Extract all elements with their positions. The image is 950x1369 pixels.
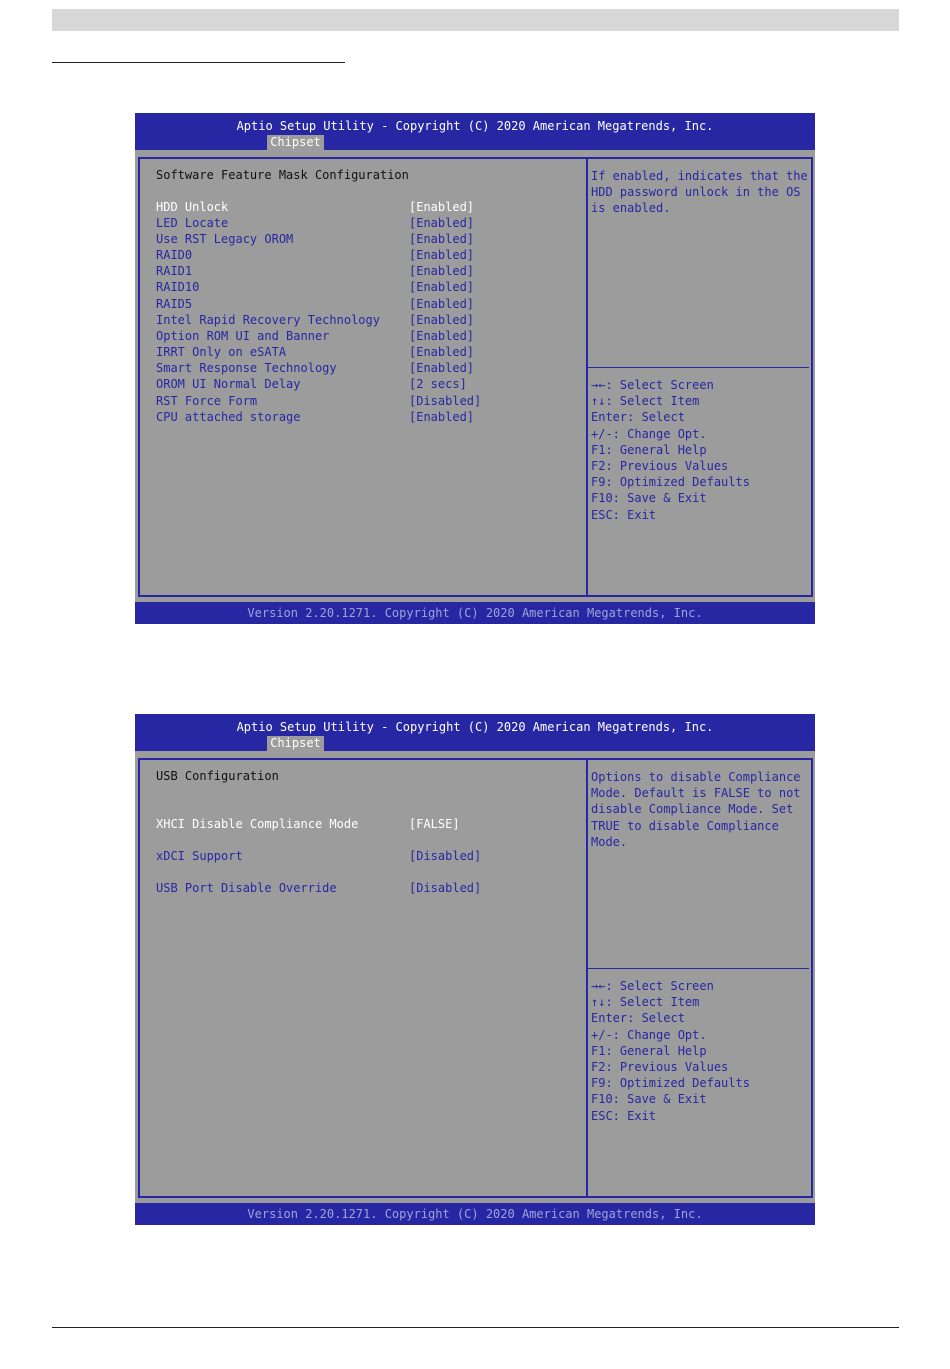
- help-line: is enabled.: [591, 201, 671, 216]
- key-f9: F9: Optimized Defaults: [591, 1076, 750, 1091]
- bios-screen-usb-configuration: [135, 714, 815, 1225]
- setting-intel-rapid-recovery[interactable]: [156, 313, 576, 329]
- help-text: [591, 769, 801, 850]
- setting-value[interactable]: [Enabled]: [409, 232, 475, 246]
- key-select-screen: →←: Select Screen: [591, 378, 714, 392]
- setting-use-rst-legacy-orom[interactable]: [156, 232, 576, 248]
- setting-label: Option ROM UI and Banner: [156, 329, 330, 343]
- key-esc: ESC: Exit: [591, 507, 657, 522]
- help-line: Mode. Default is FALSE to not: [591, 786, 801, 801]
- setting-label: CPU attached storage: [156, 410, 301, 424]
- key-enter: Enter: Select: [591, 1011, 685, 1026]
- setting-label: XHCI Disable Compliance Mode: [156, 817, 359, 831]
- key-f2: F2: Previous Values: [591, 459, 729, 474]
- setting-label: OROM UI Normal Delay: [156, 377, 301, 391]
- setting-value[interactable]: [FALSE]: [409, 817, 460, 831]
- setting-value[interactable]: [Enabled]: [409, 329, 475, 343]
- help-separator: [588, 367, 809, 368]
- help-line: Options to disable Compliance: [591, 770, 801, 784]
- setting-irrt-only-esata[interactable]: [156, 345, 576, 361]
- setting-cpu-attached-storage[interactable]: [156, 410, 576, 426]
- setting-value[interactable]: [Enabled]: [409, 313, 475, 327]
- tab-chipset[interactable]: Chipset: [267, 736, 324, 751]
- setting-hdd-unlock[interactable]: [156, 200, 576, 216]
- setting-value[interactable]: [Enabled]: [409, 248, 475, 262]
- section-title: Software Feature Mask Configuration: [156, 168, 409, 182]
- setting-label: HDD Unlock: [156, 200, 229, 214]
- bios-header: [135, 714, 815, 751]
- key-change-opt: +/-: Change Opt.: [591, 426, 707, 441]
- help-line: disable Compliance Mode. Set: [591, 802, 794, 817]
- setting-label: RAID10: [156, 280, 200, 294]
- bios-footer: Version 2.20.1271. Copyright (C) 2020 American Megatrends, Inc.: [135, 602, 815, 624]
- setting-value[interactable]: [Enabled]: [409, 264, 475, 278]
- setting-raid0[interactable]: [156, 248, 576, 264]
- key-select-item: ↑↓: Select Item: [591, 995, 700, 1010]
- key-enter: Enter: Select: [591, 410, 685, 425]
- key-f2: F2: Previous Values: [591, 1060, 729, 1075]
- setting-xhci-disable-compliance[interactable]: [156, 817, 576, 833]
- bios-header: [135, 113, 815, 150]
- key-esc: ESC: Exit: [591, 1108, 657, 1123]
- setting-value[interactable]: [Enabled]: [409, 345, 475, 359]
- setting-value[interactable]: [Enabled]: [409, 361, 475, 375]
- setting-value[interactable]: [Disabled]: [409, 881, 482, 895]
- key-f9: F9: Optimized Defaults: [591, 475, 750, 490]
- setting-value[interactable]: [Enabled]: [409, 200, 475, 214]
- key-f10: F10: Save & Exit: [591, 1092, 707, 1107]
- tab-chipset[interactable]: Chipset: [267, 135, 324, 150]
- setting-label: LED Locate: [156, 216, 229, 230]
- setting-rst-force-form[interactable]: [156, 394, 576, 410]
- bios-screen-feature-mask: [135, 113, 815, 624]
- setting-label: RAID1: [156, 264, 193, 278]
- pane-divider: [586, 758, 588, 1198]
- setting-label: RAID5: [156, 297, 193, 311]
- setting-option-rom-ui-banner[interactable]: [156, 329, 576, 345]
- setting-label: Smart Response Technology: [156, 361, 337, 375]
- setting-label: RAID0: [156, 248, 193, 262]
- key-change-opt: +/-: Change Opt.: [591, 1027, 707, 1042]
- key-legend: [591, 978, 801, 1124]
- bios-footer: Version 2.20.1271. Copyright (C) 2020 American Megatrends, Inc.: [135, 1203, 815, 1225]
- setting-label: RST Force Form: [156, 394, 258, 408]
- key-f10: F10: Save & Exit: [591, 491, 707, 506]
- setting-label: Use RST Legacy OROM: [156, 232, 294, 246]
- section-title: USB Configuration: [156, 769, 279, 783]
- setting-raid5[interactable]: [156, 297, 576, 313]
- key-select-screen: →←: Select Screen: [591, 979, 714, 993]
- help-line: TRUE to disable Compliance: [591, 818, 779, 833]
- bios-title: Aptio Setup Utility - Copyright (C) 2020 American Megatrends, Inc.: [236, 119, 714, 133]
- setting-value[interactable]: [Disabled]: [409, 849, 482, 863]
- bios-title: Aptio Setup Utility - Copyright (C) 2020 American Megatrends, Inc.: [236, 720, 714, 734]
- setting-value[interactable]: [2 secs]: [409, 377, 467, 391]
- key-f1: F1: General Help: [591, 442, 707, 457]
- setting-usb-port-disable-override[interactable]: [156, 881, 576, 897]
- key-select-item: ↑↓: Select Item: [591, 394, 700, 409]
- setting-value[interactable]: [Enabled]: [409, 410, 475, 424]
- help-separator: [588, 968, 809, 969]
- pane-divider: [586, 157, 588, 597]
- setting-value[interactable]: [Enabled]: [409, 280, 475, 294]
- help-line: Mode.: [591, 834, 628, 849]
- key-f1: F1: General Help: [591, 1043, 707, 1058]
- setting-led-locate[interactable]: [156, 216, 576, 232]
- setting-value[interactable]: [Enabled]: [409, 297, 475, 311]
- header-underline: [52, 62, 345, 63]
- setting-label: Intel Rapid Recovery Technology: [156, 313, 380, 327]
- help-line: HDD password unlock in the OS: [591, 185, 801, 200]
- setting-label: IRRT Only on eSATA: [156, 345, 287, 359]
- setting-orom-ui-delay[interactable]: [156, 377, 576, 393]
- key-legend: [591, 377, 801, 523]
- setting-raid1[interactable]: [156, 264, 576, 280]
- setting-xdci-support[interactable]: [156, 849, 576, 865]
- setting-label: USB Port Disable Override: [156, 881, 337, 895]
- help-text: [591, 168, 808, 217]
- footer-rule: [52, 1327, 899, 1328]
- setting-raid10[interactable]: [156, 280, 576, 296]
- setting-smart-response[interactable]: [156, 361, 576, 377]
- setting-value[interactable]: [Enabled]: [409, 216, 475, 230]
- help-line: If enabled, indicates that the: [591, 169, 808, 183]
- setting-label: xDCI Support: [156, 849, 243, 863]
- setting-value[interactable]: [Disabled]: [409, 394, 482, 408]
- page-header-bar: [52, 9, 899, 31]
